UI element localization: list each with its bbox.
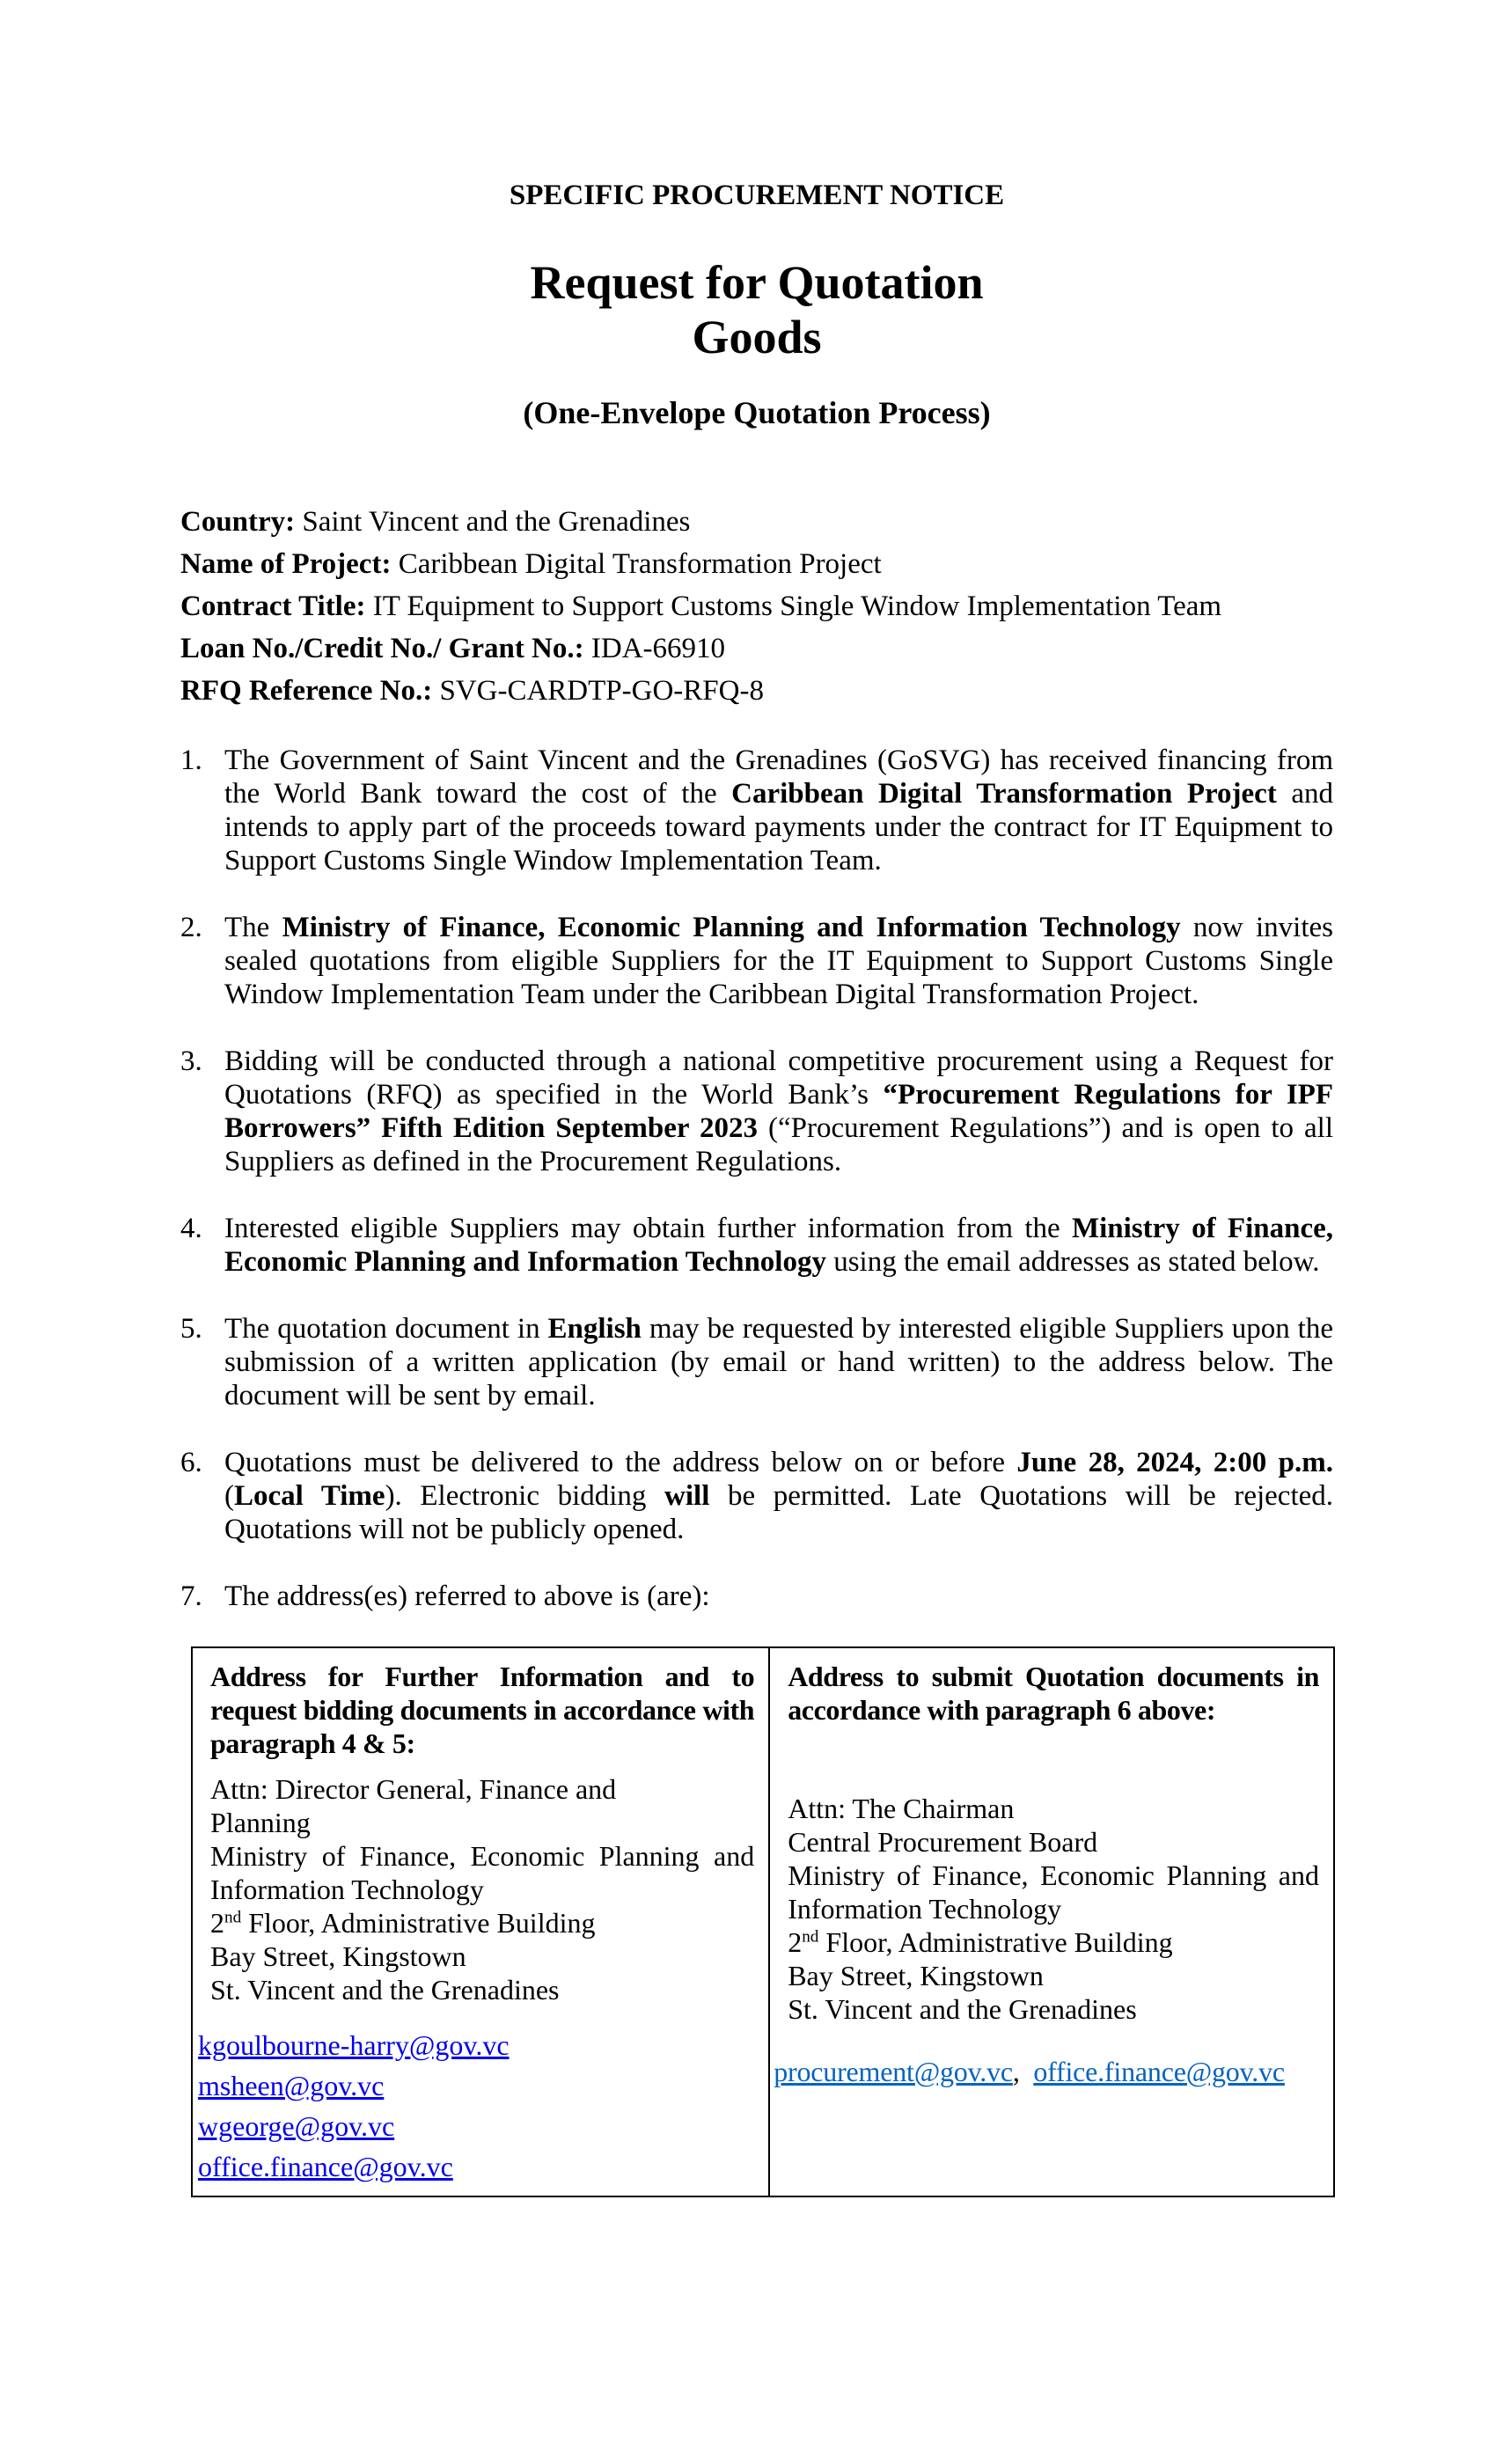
quotation-submission-header: Address to submit Quotation documents in accordance with paragraph 6 above:	[788, 1661, 1319, 1726]
email-line	[198, 2025, 754, 2065]
address-line: Central Procurement Board	[788, 1826, 1098, 1858]
metadata-block	[180, 501, 1333, 712]
document-title-line1: Request for Quotation	[530, 256, 984, 309]
address-line: Planning	[210, 1807, 311, 1838]
document-title-line2: Goods	[692, 311, 822, 363]
document-subtitle: (One-Envelope Quotation Process)	[523, 395, 991, 430]
paragraph-3	[180, 1045, 1333, 1178]
meta-row-loan-number	[180, 627, 1333, 670]
meta-label: Country:	[180, 506, 296, 538]
paragraph-4	[180, 1212, 1333, 1279]
address-line: 2nd Floor, Administrative Building	[210, 1907, 596, 1939]
paragraph-number: 7.	[180, 1580, 202, 1612]
address-line: 2nd Floor, Administrative Building	[788, 1926, 1173, 1958]
paragraph-number: 6.	[180, 1447, 202, 1478]
numbered-paragraphs	[180, 744, 1333, 1613]
meta-value: IDA-66910	[590, 633, 726, 664]
email-line	[198, 2106, 754, 2146]
paragraph-text: The Ministry of Finance, Economic Planning and Information Technology now invites sealed quotations from eligible Suppliers for the IT Equipment to Support Customs Single Window Implementation Team under the Caribbean Digital Transformation Project.	[224, 912, 1334, 1010]
submission-email-list	[774, 2051, 1319, 2092]
paragraph-text: The quotation document in English may be requested by interested eligible Suppliers upon the submission of a written application (by email or hand written) to the address below. The document will be sent by email.	[224, 1313, 1333, 1412]
paragraph-text: The Government of Saint Vincent and the Grenadines (GoSVG) has received financing from the World Bank toward the cost of the Caribbean Digital Transformation Project and intends to apply part of the proceeds toward payments under the contract for IT Equipment to Support Customs Single Window Implementation Team.	[224, 744, 1333, 876]
quotation-submission-address	[788, 1792, 1319, 2026]
paragraph-number: 2.	[180, 912, 202, 943]
address-line: St. Vincent and the Grenadines	[210, 1974, 560, 2006]
address-table-row	[192, 1647, 1334, 2196]
email-link-office-finance[interactable]: office.finance@gov.vc	[198, 2151, 453, 2182]
document-content	[180, 0, 1333, 2197]
paragraph-text: Bidding will be conducted through a national competitive procurement using a Request for Quotations (RFQ) as specified in the World Bank’s “Procurement Regulations for IPF Borrowers” Fifth Edition September 2023 (“Procurement Regulations”) and is open to all Suppliers as defined in the Procurement Regulations.	[224, 1045, 1334, 1177]
meta-label: RFQ Reference No.:	[180, 675, 433, 707]
meta-value: IT Equipment to Support Customs Single Window Implementation Team	[372, 590, 1222, 622]
address-line: Bay Street, Kingstown	[210, 1940, 466, 1972]
information-email-list	[198, 2025, 754, 2187]
email-line	[198, 2065, 754, 2106]
address-table	[191, 1646, 1335, 2197]
meta-row-contract-title	[180, 585, 1333, 627]
paragraph-5	[180, 1312, 1333, 1412]
address-line: Ministry of Finance, Economic Planning and Information Technology	[788, 1859, 1319, 1925]
address-line: Attn: The Chairman	[788, 1793, 1015, 1824]
paragraph-7	[180, 1580, 1333, 1613]
meta-row-country	[180, 501, 1333, 543]
paragraph-number: 4.	[180, 1213, 202, 1244]
further-information-address	[210, 1772, 754, 2006]
notice-heading: SPECIFIC PROCUREMENT NOTICE	[509, 180, 1005, 211]
paragraph-text: The address(es) referred to above is (are):	[224, 1580, 710, 1612]
email-link-msheen[interactable]: msheen@gov.vc	[198, 2070, 385, 2101]
paragraph-number: 5.	[180, 1313, 202, 1345]
email-link-office-finance-2[interactable]: office.finance@gov.vc	[1033, 2056, 1285, 2087]
meta-label: Name of Project:	[180, 548, 392, 580]
meta-label: Loan No./Credit No./ Grant No.:	[180, 633, 584, 664]
meta-row-project	[180, 543, 1333, 585]
address-line: St. Vincent and the Grenadines	[788, 1993, 1137, 2025]
paragraph-6	[180, 1446, 1333, 1546]
address-line: Attn: Director General, Finance and	[210, 1773, 617, 1805]
email-link-wgeorge[interactable]: wgeorge@gov.vc	[198, 2110, 395, 2142]
document-title	[180, 255, 1333, 364]
quotation-submission-cell	[769, 1647, 1334, 2196]
meta-value: SVG-CARDTP-GO-RFQ-8	[439, 675, 764, 707]
paragraph-number: 3.	[180, 1045, 202, 1077]
meta-value: Saint Vincent and the Grenadines	[302, 506, 691, 538]
further-information-cell	[192, 1647, 769, 2196]
paragraph-number: 1.	[180, 744, 202, 776]
email-link-procurement[interactable]: procurement@gov.vc	[774, 2056, 1013, 2087]
paragraph-text: Quotations must be delivered to the address below on or before June 28, 2024, 2:00 p.m. (Local Time). Electronic bidding will be permitted. Late Quotations will be rejected. Quotations will not be publicly opened.	[224, 1447, 1334, 1545]
meta-label: Contract Title:	[180, 590, 366, 622]
paragraph-1	[180, 744, 1333, 877]
email-line	[198, 2146, 754, 2187]
meta-row-rfq-reference	[180, 670, 1333, 712]
paragraph-2	[180, 911, 1333, 1011]
address-line: Bay Street, Kingstown	[788, 1960, 1044, 1991]
further-information-header: Address for Further Information and to request bidding documents in accordance with paragraph 4 & 5:	[210, 1661, 755, 1759]
meta-value: Caribbean Digital Transformation Project	[398, 548, 882, 580]
email-link-kgoulbourne-harry[interactable]: kgoulbourne-harry@gov.vc	[198, 2029, 510, 2061]
email-separator: ,	[1012, 2056, 1034, 2087]
address-line: Ministry of Finance, Economic Planning and Information Technology	[210, 1840, 755, 1905]
paragraph-text: Interested eligible Suppliers may obtain further information from the Ministry of Finance, Economic Planning and Information Technology using the email addresses as stated below.	[224, 1213, 1333, 1278]
